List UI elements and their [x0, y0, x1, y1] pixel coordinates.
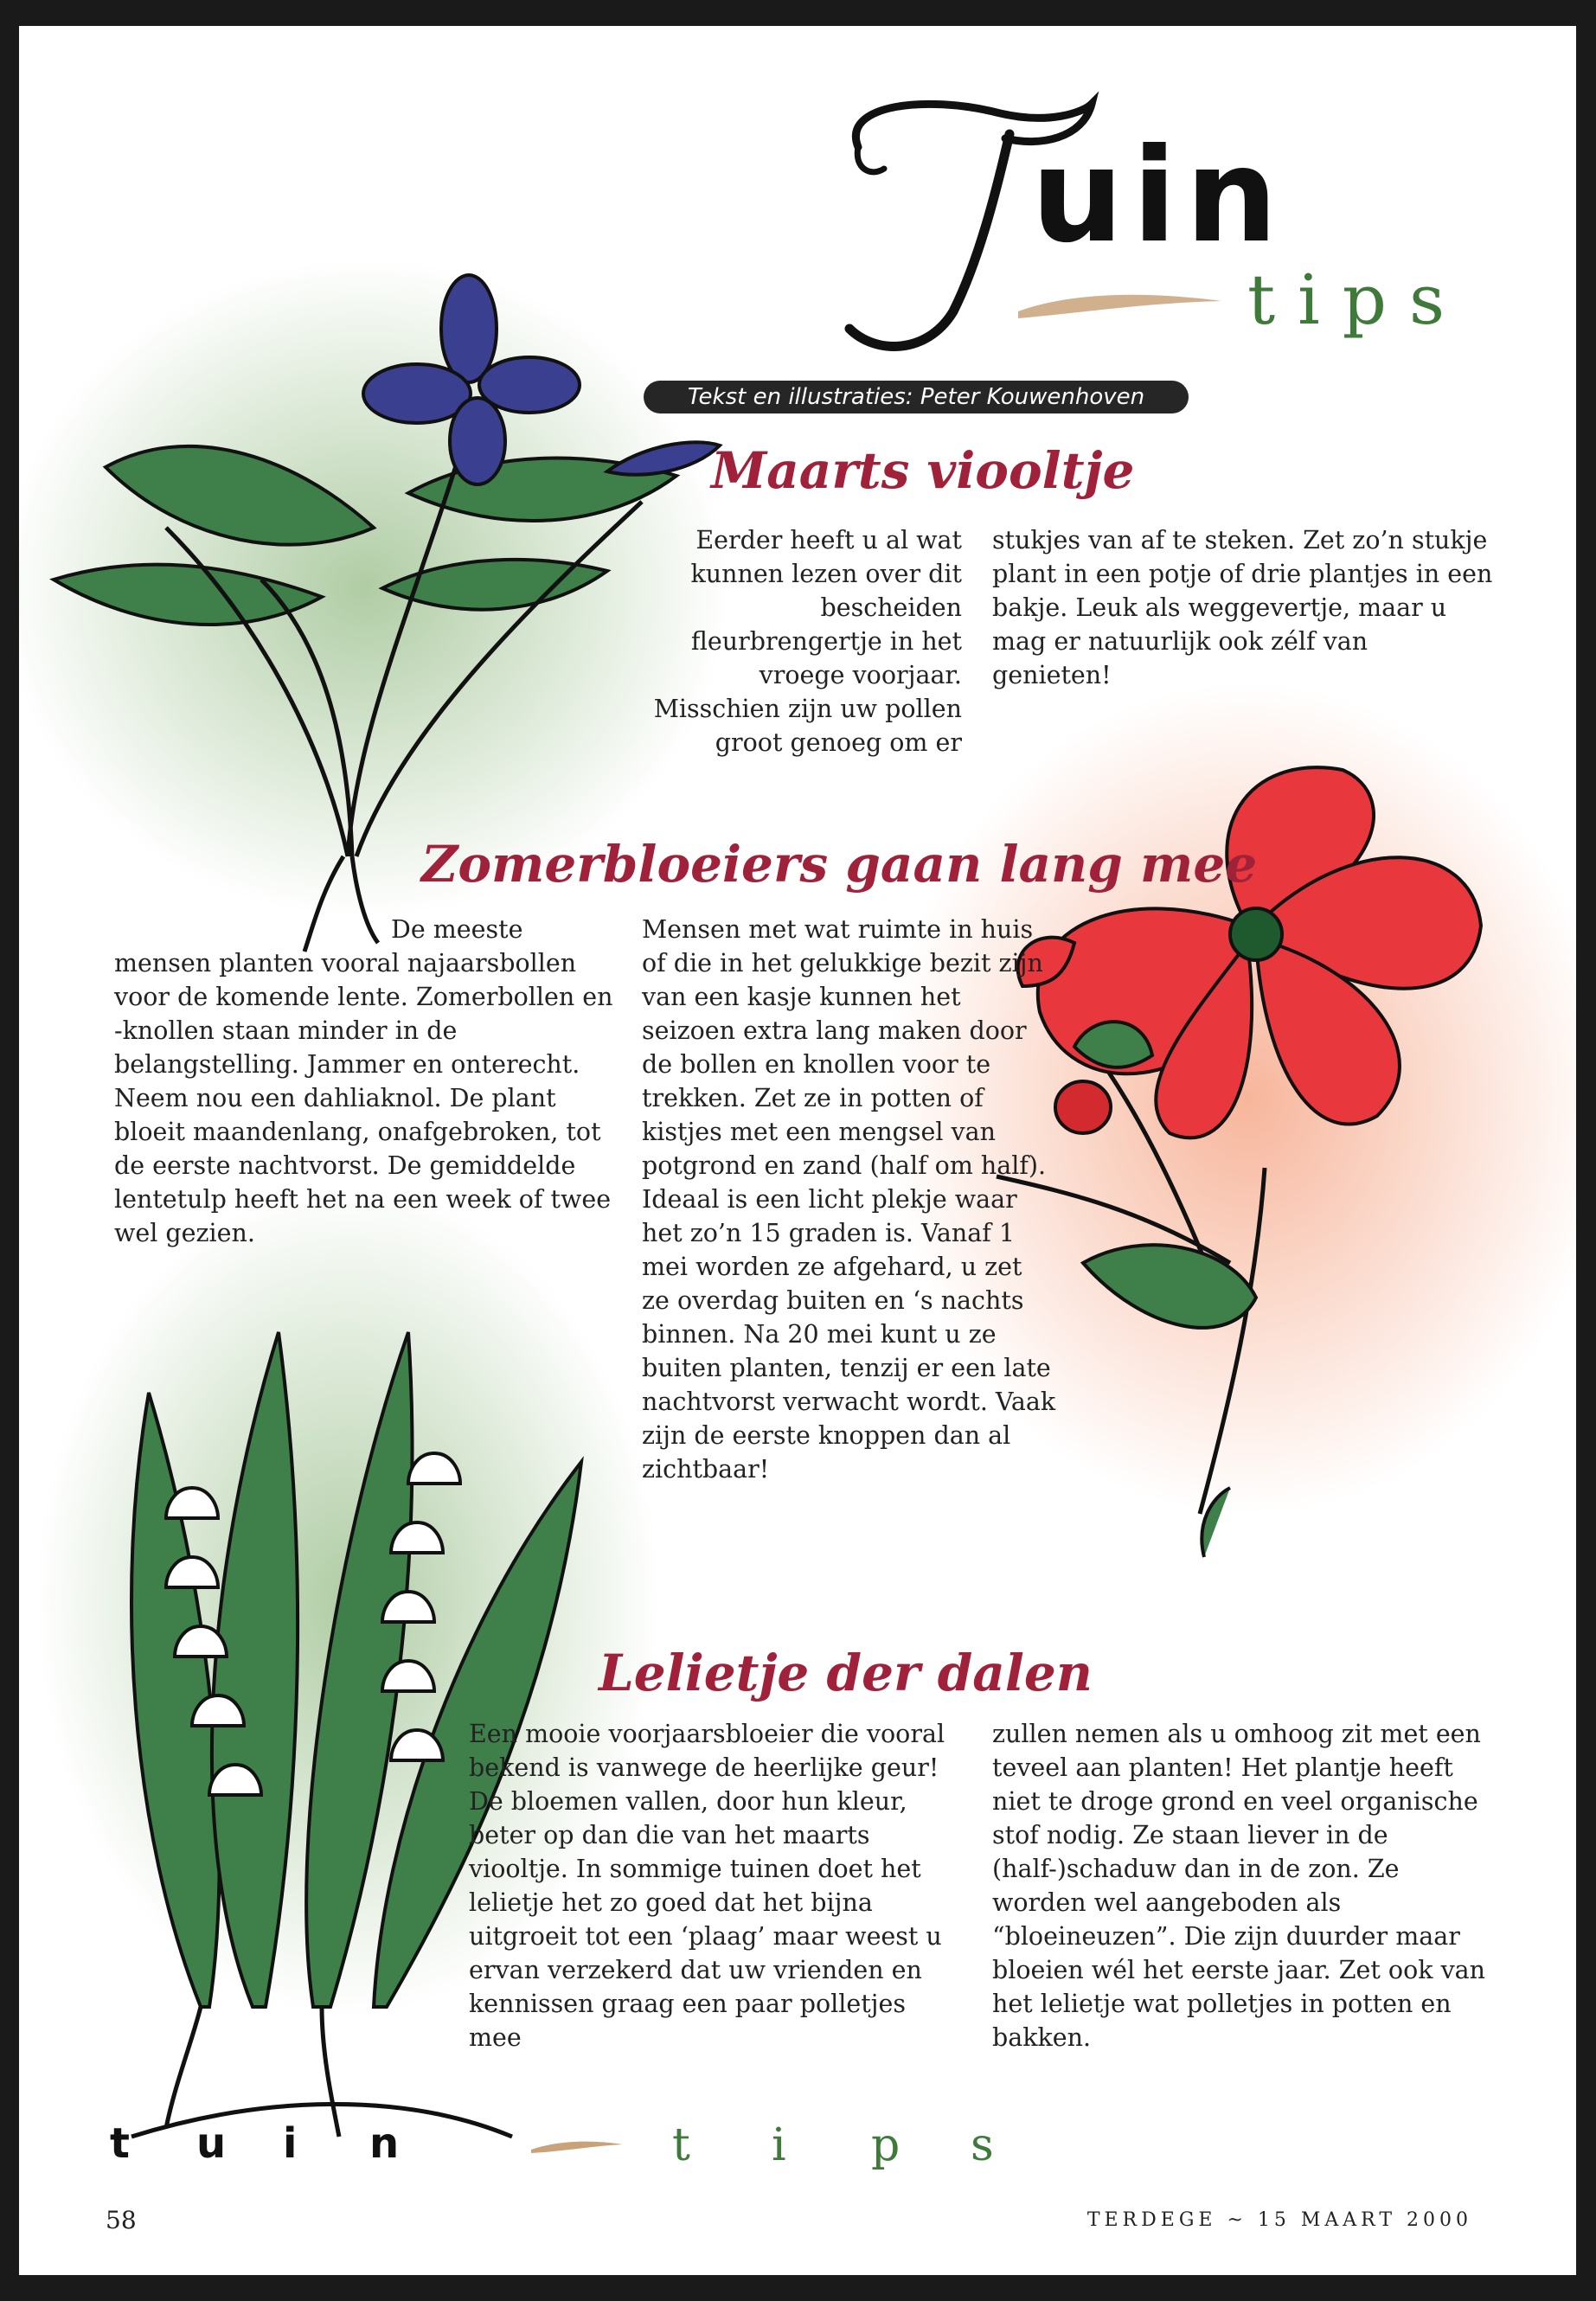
footer-letter: i [772, 2119, 786, 2171]
footer-letter: i [283, 2119, 298, 2168]
footer-brush-stroke [529, 2132, 625, 2158]
page-number: 58 [106, 2206, 137, 2234]
magazine-page [19, 26, 1576, 2275]
footer-letter: s [971, 2119, 994, 2171]
footer-letter: u [196, 2119, 227, 2168]
zomerbloeiers-col1: De meeste mensen planten vooral najaarsbollen voor de komende lente. Zomerbollen en -knollen staan minder in de belangstelling. Jammer en onterecht. Neem nou een dahliaknol. De plant bloeit maandenlang, onafgebroken, tot de eerste nachtvorst. De gemiddelde lentetulp heeft het na een week of twee wel gezien. [114, 915, 613, 1247]
title-tips: tips [1247, 260, 1467, 340]
issue-info: TERDEGE ~ 15 MAART 2000 [1086, 2209, 1472, 2231]
footer-tips [672, 2119, 1070, 2171]
credit-banner: Tekst en illustraties: Peter Kouwenhoven [644, 381, 1189, 413]
viooltje-col1: Eerder heeft u al wat kunnen lezen over dit bescheiden fleurbrengertje in het vroege voorjaar. Misschien zijn uw pollen groot genoeg om er [653, 526, 962, 757]
section-title-viooltje: Maarts viooltje [711, 441, 1135, 500]
footer-letter: t [110, 2119, 130, 2168]
footer-tuin [110, 2119, 456, 2168]
footer-letter: n [369, 2119, 400, 2168]
section-title-lelietje: Lelietje der dalen [599, 1644, 1093, 1702]
lelietje-col2: zullen nemen als u omhoog zit met een teveel aan planten! Het plantje heeft niet te droge grond en veel organische stof nodig. Ze staan liever in de (half-)schaduw dan in de zon. Ze worden wel aangeboden als “bloeineuzen”. Die zijn duurder maar bloeien wél het eerste jaar. Zet ook van het lelietje wat polletjes in potten en bakken. [992, 1720, 1486, 2052]
footer-letter: t [672, 2119, 690, 2171]
section-title-zomerbloeiers: Zomerbloeiers gaan lang mee [421, 835, 1258, 894]
lelietje-col1: Een mooie voorjaarsbloeier die vooral bekend is vanwege de heerlijke geur! De bloemen vallen, door hun kleur, beter op dan die van het maarts viooltje. In sommige tuinen doet het lelietje het zo goed dat het bijna uitgroeit tot een ‘plaag’ maar weest u ervan verzekerd dat uw vrienden en kennissen graag een paar polletjes mee [469, 1720, 945, 2052]
brush-stroke [1014, 277, 1230, 329]
title-uin: uin [1031, 121, 1286, 272]
footer-letter: p [871, 2119, 901, 2171]
viooltje-col2: stukjes van af te steken. Zet zo’n stukje plant in een potje of drie plantjes in een bakje. Leuk als weggevertje, maar u mag er natuurlijk ook zélf van genieten! [992, 526, 1493, 689]
zomerbloeiers-col2: Mensen met wat ruimte in huis of die in het gelukkige bezit zijn van een kasje kunnen het seizoen extra lang maken door de bollen en knollen voor te trekken. Zet ze in potten of kistjes met een mengsel van potgrond en zand (half om half). Ideaal is een licht plekje waar het zo’n 15 graden is. Vanaf 1 mei worden ze afgehard, u zet ze overdag buiten en ‘s nachts binnen. Na 20 mei kunt u ze buiten planten, tenzij er een late nachtvorst verwacht wordt. Vaak zijn de eerste knoppen dan al zichtbaar! [642, 915, 1056, 1484]
